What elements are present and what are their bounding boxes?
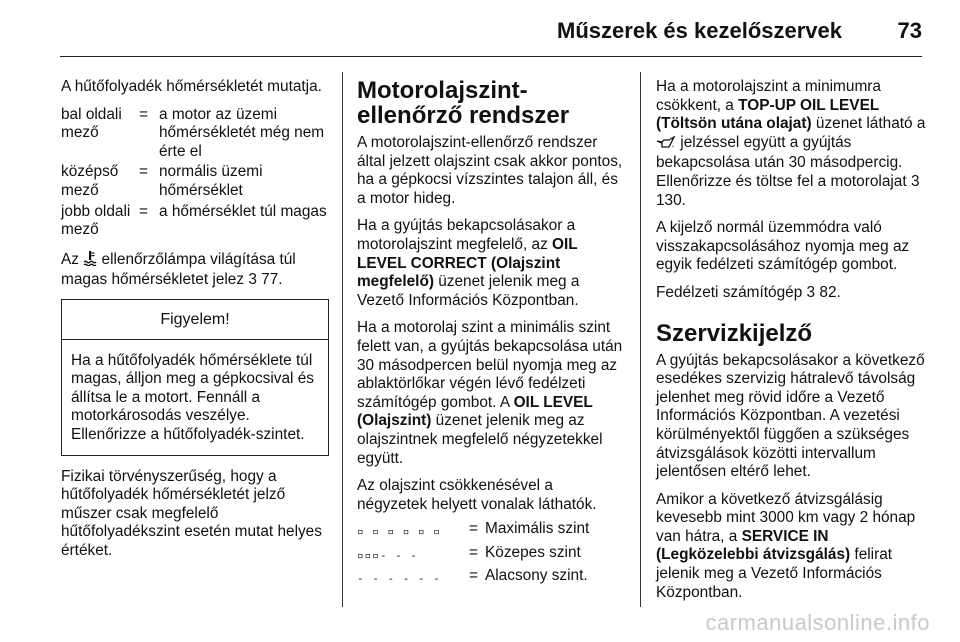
column-divider-2	[640, 72, 641, 607]
oil-topup-paragraph	[656, 78, 926, 210]
level-desc: Alacsony szint.	[485, 567, 588, 585]
display-reset-paragraph: A kijelző normál üzemmódra való visszakapcsolásához nyomja meg az egyik fedélzeti számítógép gombot.	[656, 219, 910, 274]
definition-term: jobb oldali mező	[61, 202, 131, 239]
definition-row	[61, 163, 329, 200]
oil-level-legend	[357, 520, 627, 589]
oil-can-icon	[656, 136, 676, 155]
column-3	[656, 78, 926, 611]
oil-paragraph-1: A motorolajszint-ellenőrző rendszer által jelzett olajszint csak akkor pontos, ha a gépkocsi vízszintes talajon áll, és a motor hideg.	[357, 134, 623, 207]
text: üzenet jelenik meg az olajszintnek megfelelő négyzetekkel együtt.	[357, 412, 603, 467]
column-1	[61, 78, 329, 569]
definition-desc: normális üzemi hőmérséklet	[159, 163, 263, 199]
page-header	[0, 0, 960, 60]
level-row	[357, 544, 627, 566]
definition-equals: =	[139, 105, 148, 123]
level-desc: Közepes szint	[485, 543, 581, 561]
text: Ha a gyújtás bekapcsolásakor a motorolajszint megfelelő, az	[357, 217, 576, 253]
definition-desc: a hőmérséklet túl magas	[159, 202, 327, 220]
service-paragraph-2	[656, 491, 926, 603]
definition-desc: a motor az üzemi hőmérsékletét még nem érte el	[159, 105, 325, 160]
text: jelzéssel együtt a gyújtás bekapcsolása után 30 másodpercig. Ellenőrizze és töltse fel a motorolajat	[656, 133, 911, 190]
section-heading-oil-level: Motorolajszint-ellenőrző rendszer	[357, 77, 570, 129]
page-number: 73	[897, 18, 922, 43]
trip-computer-reference: Fedélzeti számítógép 3 82.	[656, 283, 841, 301]
message-top-up-oil-level: TOP-UP OIL LEVEL (Töltsön utána olajat)	[656, 96, 879, 133]
oil-paragraph-2	[357, 217, 627, 310]
coolant-definition-table	[61, 106, 329, 240]
page-title: Műszerek és kezelőszervek	[557, 18, 842, 43]
definition-row	[61, 106, 329, 162]
level-symbol: - - - - - -	[357, 572, 441, 586]
definition-equals: =	[139, 202, 148, 220]
level-equals: =	[469, 543, 478, 561]
coolant-legal-note: Fizikai törvényszerűség, hogy a hűtőfolyadék hőmérsékletét jelző műszer csak megfelelő hűtőfolyadékszint esetén mutat helyes értéket.	[61, 467, 322, 559]
text: üzenet jelenik meg a Vezető Információs Központban.	[357, 273, 580, 309]
text: felirat jelenik meg a Vezető Információs Központban.	[656, 546, 893, 601]
text: üzenet látható a	[811, 115, 926, 133]
level-row	[357, 567, 627, 589]
definition-row	[61, 203, 329, 240]
level-row	[357, 520, 627, 542]
watermark: carmanualsonline.info	[705, 610, 930, 635]
coolant-temperature-icon	[83, 250, 97, 272]
level-symbol: ▫ ▫ ▫ ▫ ▫ ▫	[357, 525, 441, 539]
section-heading-service: Szervizkijelző	[656, 319, 813, 347]
message-oil-level: OIL LEVEL (Olajszint)	[357, 393, 593, 430]
text: Ha a motorolajszint a minimumra csökkent, a	[656, 78, 881, 114]
header-divider	[60, 56, 922, 57]
coolant-lamp-text	[61, 250, 329, 290]
column-divider-1	[342, 72, 343, 607]
lamp-text-before: Az	[61, 250, 84, 268]
oil-paragraph-4: Az olajszint csökkenésével a négyzetek helyett vonalak láthatók.	[357, 477, 597, 513]
text: Amikor a következő átvizsgálásig kevesebb mint 3000 km vagy 2 hónap van hátra, a	[656, 490, 916, 545]
definition-equals: =	[139, 163, 148, 181]
message-service-in: SERVICE IN (Legközelebbi átvizsgálás)	[656, 527, 851, 564]
page-reference: 3 77.	[248, 271, 283, 289]
definition-term: bal oldali mező	[61, 105, 122, 142]
level-equals: =	[469, 520, 478, 538]
coolant-intro: A hűtőfolyadék hőmérsékletét mutatja.	[61, 78, 322, 95]
level-desc: Maximális szint	[485, 520, 590, 538]
page-reference: 3 130.	[656, 172, 920, 209]
service-paragraph-1: A gyújtás bekapcsolásakor a következő esedékes szervizig hátralevő távolság jelenhet meg rövid időre a Vezető Információs Központban. A vezetési körülményektől függően a szükséges átvizsgálások közötti intervallum jelentősen eltérő lehet.	[656, 351, 925, 481]
oil-paragraph-3	[357, 319, 627, 468]
warning-title: Figyelem!	[62, 300, 328, 340]
level-equals: =	[469, 567, 478, 585]
definition-term: középső mező	[61, 163, 119, 199]
level-symbol: ▫▫▫- - -	[357, 548, 418, 562]
lamp-text-after: ellenőrzőlámpa világítása túl magas hőmérsékletet jelez	[61, 250, 296, 289]
warning-box	[61, 299, 329, 456]
warning-body: Ha a hűtőfolyadék hőmérséklete túl magas, álljon meg a gépkocsival és állítsa le a motort. Fennáll a motorkárosodás veszélye. Ellenőrizze a hűtőfolyadék-szintet.	[71, 351, 314, 443]
column-2	[357, 78, 627, 591]
message-oil-level-correct: OIL LEVEL CORRECT (Olajszint megfelelő)	[357, 235, 578, 291]
text: Ha a motorolaj szint a minimális szint felett van, a gyújtás bekapcsolása után 30 másodpercen belül nyomja meg az ablaktörlőkar végén lévő fedélzeti számítógép gombot. A	[357, 319, 623, 411]
